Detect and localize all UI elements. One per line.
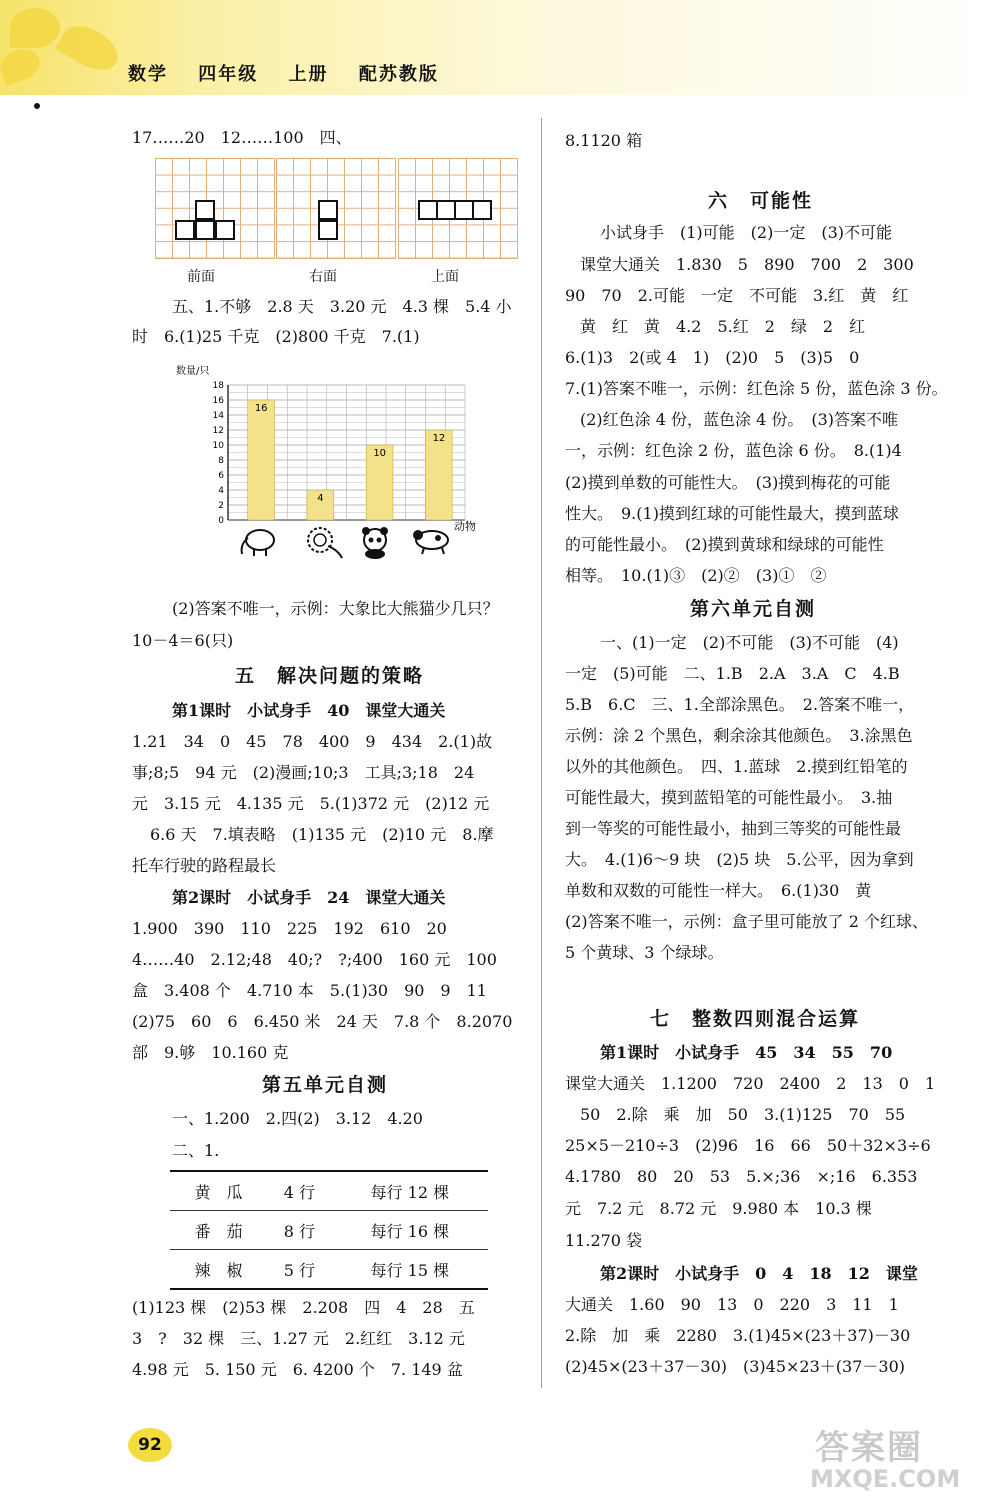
bar-data-label: 12: [432, 433, 446, 444]
bar-data-label: 16: [254, 403, 268, 414]
answer-line: 黄 红 黄 4.2 5.红 2 绿 2 红: [580, 317, 866, 336]
table-cell: 黄 瓜: [170, 1171, 267, 1211]
y-tick-label: 10: [212, 441, 224, 451]
answer-line: 17……20 12……100 四、: [132, 128, 352, 147]
bar-data-label: 4: [317, 493, 324, 504]
answer-line: 以外的其他颜色。 四、1.蓝球 2.摸到红铅笔的: [565, 757, 908, 776]
cube-square: [318, 220, 338, 240]
table-cell: 辣 椒: [170, 1250, 267, 1290]
bar-chart-svg: [170, 360, 500, 560]
view-label-top: 上面: [431, 269, 459, 285]
table-cell: 5 行: [267, 1250, 332, 1290]
answer-line: 50 2.除 乘 加 50 3.(1)125 70 55: [580, 1105, 906, 1124]
answer-line: 90 70 2.可能 一定 不可能 3.红 黄 红: [565, 286, 909, 305]
answer-line: 一，示例：红色涂 2 份，蓝色涂 6 份。 8.(1)4: [565, 441, 902, 460]
lesson-line: 第2课时 小试身手 0 4 18 12 课堂: [600, 1264, 918, 1283]
answer-line: 示例：涂 2 个黑色，剩余涂其他颜色。 3.涂黑色: [565, 726, 913, 745]
answer-line: 时 6.(1)25 千克 (2)800 千克 7.(1): [132, 327, 420, 346]
answer-line: 8.1120 箱: [565, 131, 643, 150]
lesson-line: 第1课时 小试身手 45 34 55 70: [600, 1043, 893, 1062]
table-cell: 每行 16 棵: [332, 1211, 488, 1250]
watermark-logo: 答案圈: [815, 1428, 923, 1468]
bullet-dot: [34, 103, 40, 109]
answer-line: 5 个黄球、3 个绿球。: [565, 943, 724, 962]
answer-line: (2)答案不唯一，示例：盒子里可能放了 2 个红球、: [565, 912, 929, 931]
header-edition: 配苏教版: [358, 64, 439, 85]
y-tick-label: 18: [212, 381, 224, 391]
answer-line: (2)答案不唯一，示例：大象比大熊猫少几只？: [172, 599, 499, 618]
cube-square: [418, 200, 438, 220]
table-cell: 每行 15 棵: [332, 1250, 488, 1290]
answer-line: 4.1780 80 20 53 5.×;36 ×;16 6.353: [565, 1167, 918, 1186]
answer-line: 大通关 1.60 90 13 0 220 3 11 1: [565, 1295, 899, 1314]
header-subject: 数学: [128, 64, 168, 85]
answer-line: 3 ? 32 棵 三、1.27 元 2.红红 3.12 元: [132, 1329, 465, 1348]
answer-line: (1)123 棵 (2)53 棵 2.208 四 4 28 五: [132, 1298, 475, 1317]
leaf-decoration: [10, 8, 60, 48]
chart-ylabel: 数量/只: [176, 366, 210, 377]
bar-data-label: 10: [373, 448, 387, 459]
answer-line: 盒 3.408 个 4.710 本 5.(1)30 90 9 11: [132, 981, 487, 1000]
section-heading: 五 解决问题的策略: [235, 665, 425, 687]
y-tick-label: 0: [218, 516, 224, 526]
answer-line: 一、1.200 2.四(2) 3.12 4.20: [172, 1109, 423, 1128]
section-heading: 第五单元自测: [262, 1074, 389, 1096]
cube-square: [472, 200, 492, 220]
cube-square: [195, 200, 215, 220]
cube-square: [436, 200, 456, 220]
header-title: [128, 60, 461, 86]
answer-line: 性大。 9.(1)摸到红球的可能性最大，摸到蓝球: [565, 504, 899, 523]
answer-line: 部 9.够 10.160 克: [132, 1043, 289, 1062]
answer-line: 的可能性最小。 (2)摸到黄球和绿球的可能性: [565, 535, 884, 554]
answer-line: (2)45×(23＋37－30) (3)45×23＋(37－30): [565, 1357, 905, 1376]
answer-line: 1.900 390 110 225 192 610 20: [132, 919, 447, 938]
answer-line: 元 3.15 元 4.135 元 5.(1)372 元 (2)12 元: [132, 794, 490, 813]
cube-square: [215, 220, 235, 240]
answer-line: 到一等奖的可能性最小，抽到三等奖的可能性最: [565, 819, 902, 838]
answer-line: 托车行驶的路程最长: [132, 856, 277, 875]
y-tick-label: 6: [218, 471, 224, 481]
answer-line: 单数和双数的可能性一样大。 6.(1)30 黄: [565, 881, 872, 900]
bar-chart: [170, 360, 500, 560]
view-grid-front: [155, 158, 275, 259]
y-tick-label: 4: [218, 486, 224, 496]
answer-line: 可能性最大，摸到蓝铅笔的可能性最小。 3.抽: [565, 788, 893, 807]
panda-icon: [362, 527, 388, 559]
answer-line: 小试身手 (1)可能 (2)一定 (3)不可能: [600, 223, 892, 242]
answer-line: 二、1.: [172, 1141, 220, 1160]
cube-square: [195, 220, 215, 240]
y-tick-label: 12: [212, 426, 224, 436]
view-label-right: 右面: [309, 269, 337, 285]
cube-square: [454, 200, 474, 220]
answer-line: 1.21 34 0 45 78 400 9 434 2.(1)故: [132, 732, 493, 751]
elephant-icon: [242, 530, 274, 556]
answer-line: 一定 (5)可能 二、1.B 2.A 3.A C 4.B: [565, 664, 900, 683]
answer-line: 五、1.不够 2.8 天 3.20 元 4.3 棵 5.4 小: [172, 297, 512, 316]
answer-line: 相等。 10.(1)③ (2)② (3)① ②: [565, 566, 827, 585]
answer-line: 11.270 袋: [565, 1231, 643, 1250]
answer-line: 元 7.2 元 8.72 元 9.980 本 10.3 棵: [565, 1199, 872, 1218]
chart-xlabel: 动物: [454, 520, 476, 533]
answer-line: 课堂大通关 1.1200 720 2400 2 13 0 1: [565, 1074, 936, 1093]
header-grade: 四年级: [198, 64, 259, 85]
answer-line: 一、(1)一定 (2)不可能 (3)不可能 (4): [600, 633, 899, 652]
table-cell: 番 茄: [170, 1211, 267, 1250]
dog-icon: [413, 530, 448, 554]
table-row: [170, 1211, 488, 1250]
answer-line: 6.6 天 7.填表略 (1)135 元 (2)10 元 8.摩: [150, 825, 494, 844]
answer-line: 5.B 6.C 三、1.全部涂黑色。 2.答案不唯一，: [565, 695, 915, 714]
answer-line: 4.98 元 5. 150 元 6. 4200 个 7. 149 盆: [132, 1360, 463, 1379]
section-heading: 第六单元自测: [690, 598, 817, 620]
answer-line: (2)摸到单数的可能性大。 (3)摸到梅花的可能: [565, 473, 891, 492]
view-label-front: 前面: [187, 269, 215, 285]
y-tick-label: 14: [212, 411, 224, 421]
column-divider: [541, 118, 542, 1388]
bar: [248, 400, 275, 520]
y-tick-label: 2: [218, 501, 224, 511]
lesson-line: 第1课时 小试身手 40 课堂大通关: [172, 701, 446, 720]
answer-line: 25×5－210÷3 (2)96 16 66 50＋32×3÷6: [565, 1136, 931, 1155]
table-row: [170, 1250, 488, 1290]
answer-line: 7.(1)答案不唯一，示例：红色涂 5 份，蓝色涂 3 份。: [565, 379, 948, 398]
answer-line: 6.(1)3 2(或 4 1) (2)0 5 (3)5 0: [565, 348, 860, 367]
table-cell: 每行 12 棵: [332, 1171, 488, 1211]
answer-line: (2)红色涂 4 份，蓝色涂 4 份。 (3)答案不唯: [580, 410, 899, 429]
planting-table: [170, 1170, 488, 1290]
watermark-url: MXQE.COM: [810, 1465, 961, 1493]
answer-line: 4……40 2.12;48 40;? ?;400 160 元 100: [132, 950, 497, 969]
lesson-line: 第2课时 小试身手 24 课堂大通关: [172, 888, 446, 907]
section-heading: 六 可能性: [708, 190, 814, 212]
table-cell: 8 行: [267, 1211, 332, 1250]
table-row: [170, 1171, 488, 1211]
answer-line: (2)75 60 6 6.450 米 24 天 7.8 个 8.2070: [132, 1012, 513, 1031]
lion-icon: [308, 528, 342, 558]
header-volume: 上册: [288, 64, 329, 85]
cube-square: [318, 200, 338, 220]
table-cell: 4 行: [267, 1171, 332, 1211]
answer-line: 2.除 加 乘 2280 3.(1)45×(23＋37)－30: [565, 1326, 911, 1345]
y-tick-label: 8: [218, 456, 224, 466]
y-tick-label: 16: [212, 396, 224, 406]
chart-ticks: [213, 381, 225, 526]
cube-square: [175, 220, 195, 240]
answer-line: 课堂大通关 1.830 5 890 700 2 300: [580, 255, 914, 274]
animal-icons: [242, 527, 448, 559]
answer-line: 大。 4.(1)6～9 块 (2)5 块 5.公平，因为拿到: [565, 850, 914, 869]
answer-line: 事;8;5 94 元 (2)漫画;10;3 工具;3;18 24: [132, 763, 475, 782]
answer-line: 10－4＝6(只): [132, 631, 234, 650]
page-number: 92: [128, 1428, 172, 1462]
section-heading: 七 整数四则混合运算: [650, 1008, 861, 1030]
